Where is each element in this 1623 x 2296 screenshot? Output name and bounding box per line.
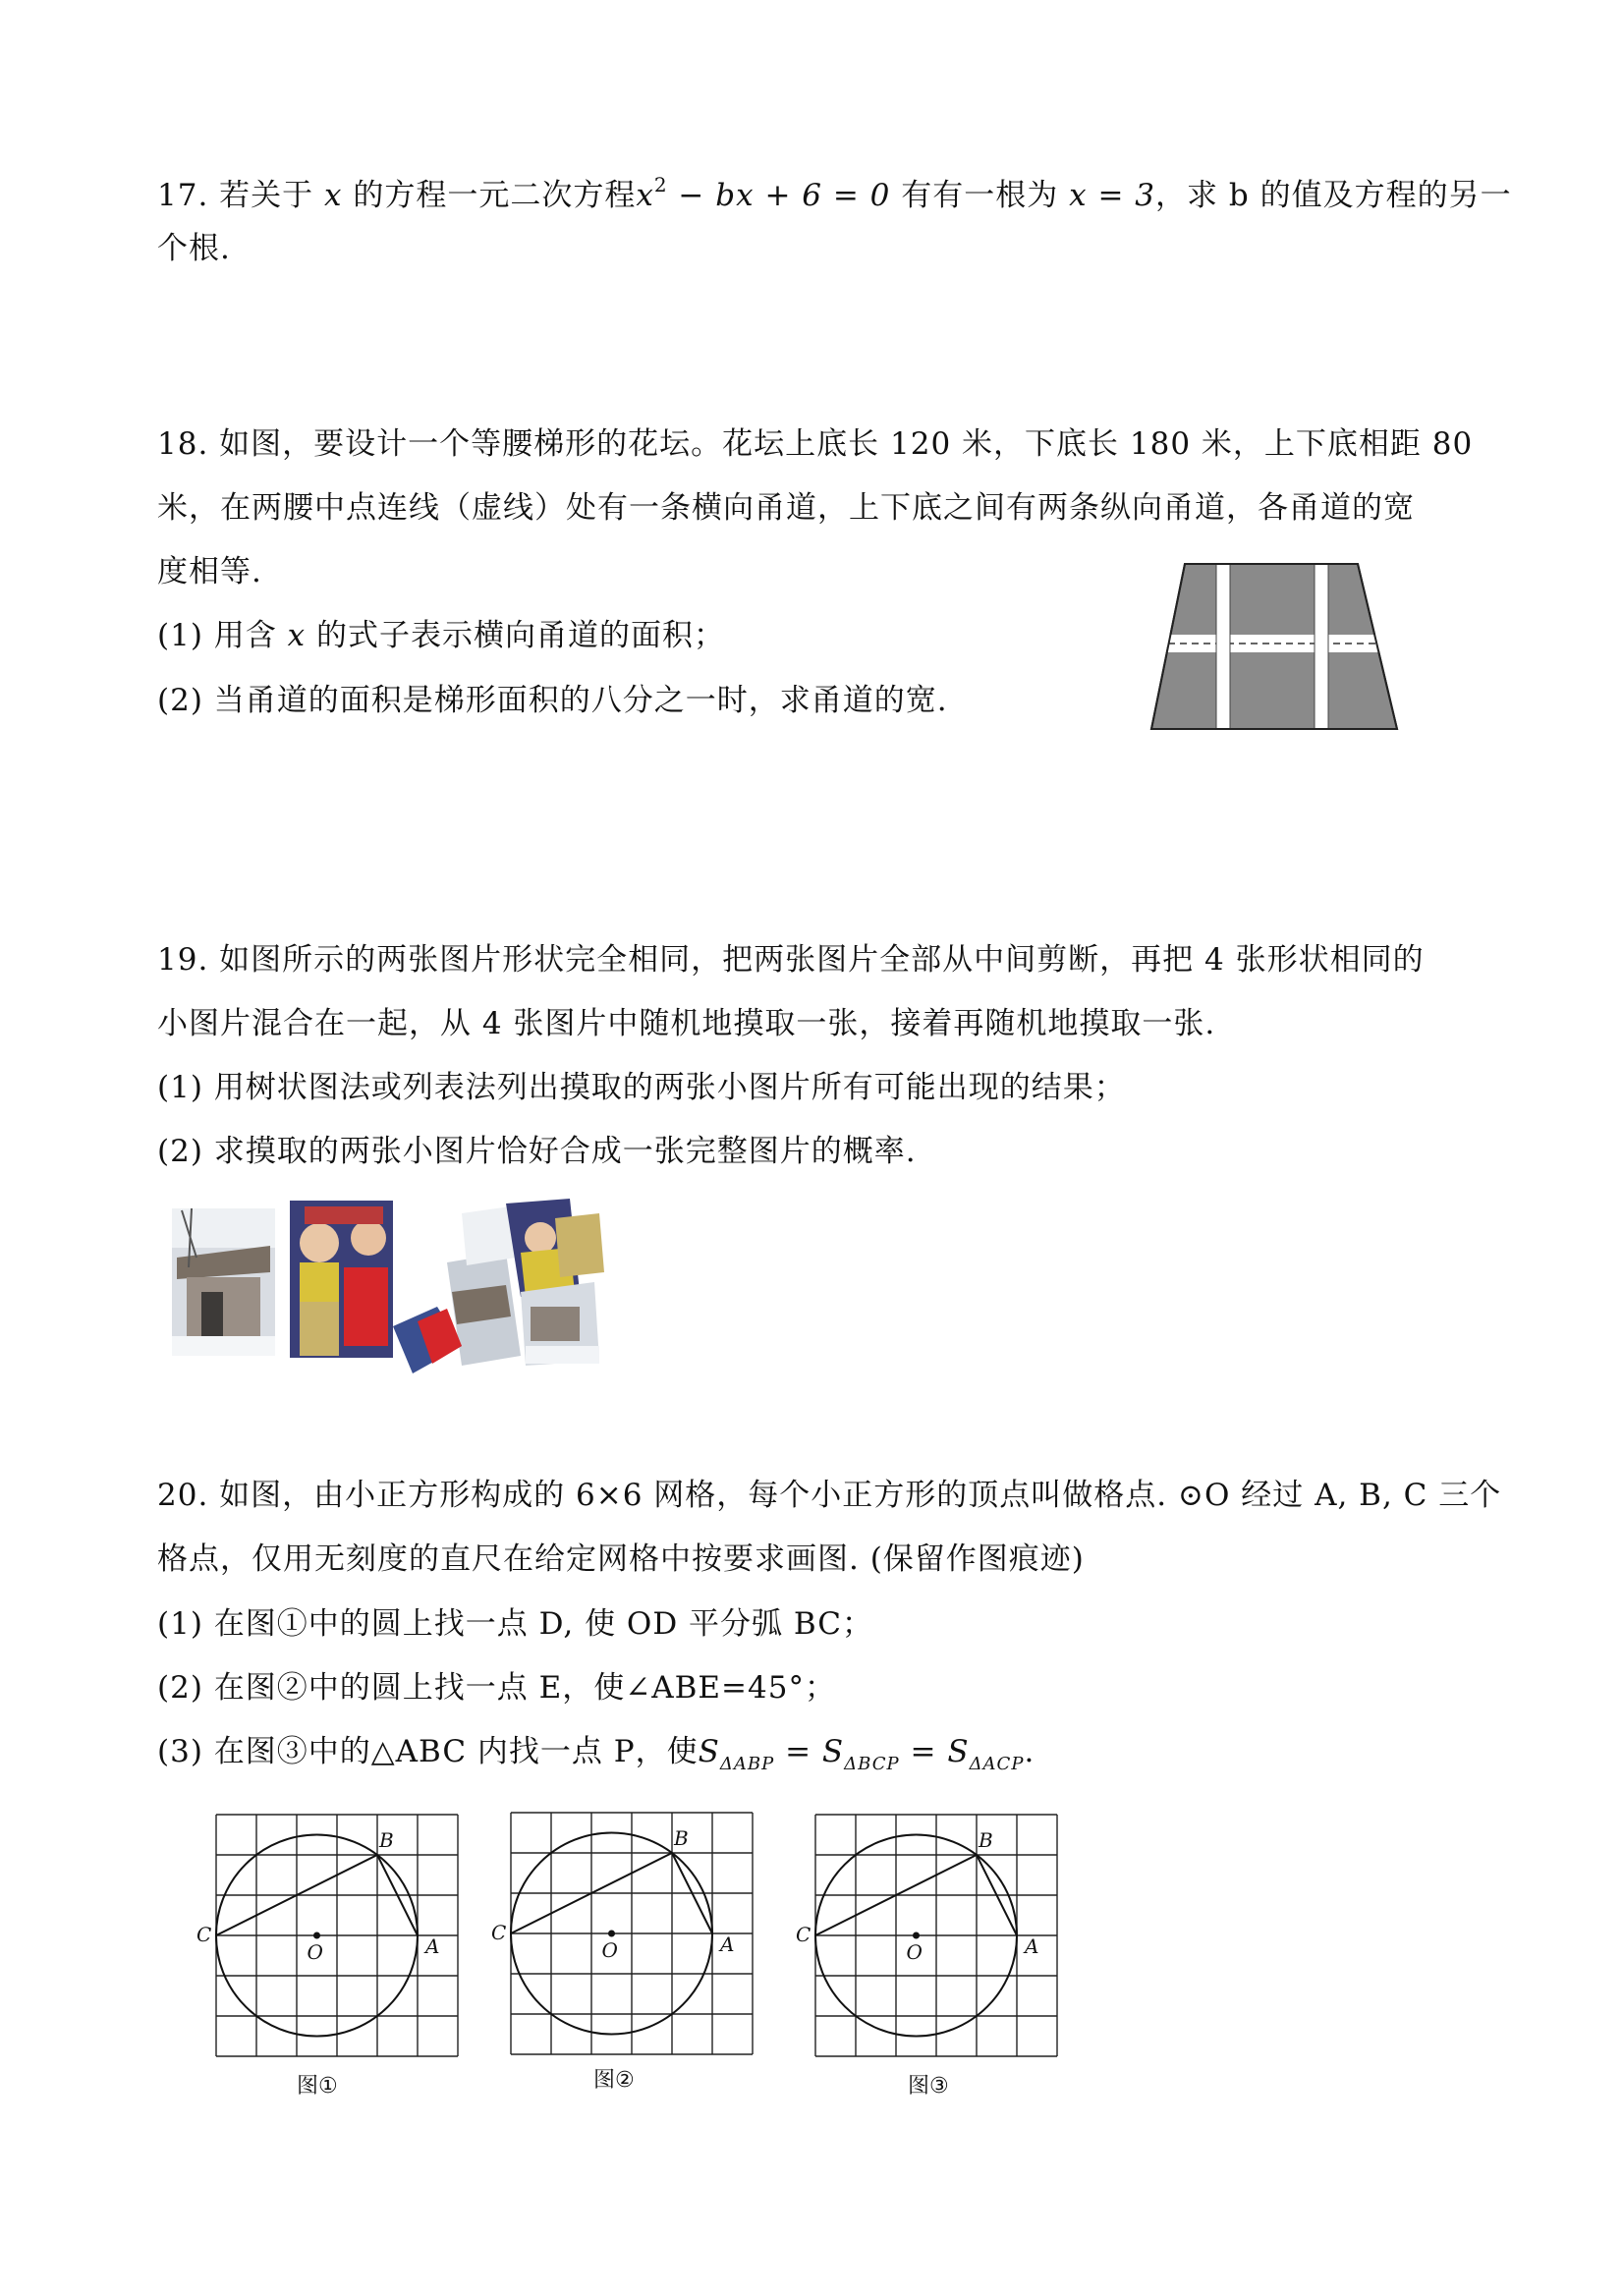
photo-pieces-figure (167, 1199, 658, 1375)
vertical-path-left (1216, 564, 1230, 729)
trapezoid-garden-figure (1147, 560, 1401, 735)
point-label-c: C (796, 1923, 812, 1946)
q19-line2: 小图片混合在一起，从 4 张图片中随机地摸取一张，接着再随机地摸取一张. (157, 1006, 1216, 1041)
q20-sub3: (3) 在图③中的△ABC 内找一点 P，使$S_{\Delta ABP} = S_{\Delta BCP} = S_{\Delta ACP}$. (157, 1734, 1035, 1774)
center-point (608, 1931, 615, 1937)
point-label-o: O (906, 1940, 923, 1964)
point-label-a: A (425, 1934, 440, 1958)
q20-sub1: (1) 在图①中的圆上找一点 D, 使 OD 平分弧 BC； (157, 1606, 873, 1642)
grid-figure-3 (786, 1803, 1071, 2058)
photo-winter-house (172, 1208, 275, 1356)
q19-sub1: (1) 用树状图法或列表法列出摸取的两张小图片所有可能出现的结果； (157, 1070, 1126, 1105)
point-label-a: A (720, 1932, 735, 1956)
q17-line2: 个根. (157, 231, 231, 266)
q18-line3: 度相等. (157, 554, 262, 589)
q18-line2: 米，在两腰中点连线（虚线）处有一条横向甬道，上下底之间有两条纵向甬道，各甬道的宽 (157, 490, 1415, 526)
q19-sub2: (2) 求摸取的两张小图片恰好合成一张完整图片的概率. (157, 1134, 917, 1169)
photo-pieces-mixed (393, 1199, 604, 1373)
photo-opera-performers (290, 1201, 393, 1358)
center-point (913, 1932, 920, 1939)
caption-fig1: 图① (297, 2074, 338, 2099)
q18-sub2: (2) 当甬道的面积是梯形面积的八分之一时，求甬道的宽. (157, 683, 948, 718)
point-label-o: O (307, 1940, 323, 1964)
q18-line1: 18. 如图，要设计一个等腰梯形的花坛。花坛上底长 120 米，下底长 180 米，上下底相距 80 (157, 426, 1474, 462)
point-label-o: O (601, 1938, 618, 1962)
caption-fig2: 图② (593, 2068, 635, 2093)
q18-sub1: (1) 用含 x 的式子表示横向甬道的面积； (157, 618, 725, 653)
point-label-c: C (196, 1923, 212, 1946)
point-label-b: B (979, 1828, 993, 1852)
vertical-path-right (1315, 564, 1328, 729)
point-label-b: B (379, 1828, 394, 1852)
point-label-c: C (491, 1921, 507, 1944)
center-point (313, 1932, 320, 1939)
grid-figure-1 (187, 1803, 472, 2058)
q20-line2: 格点，仅用无刻度的直尺在给定网格中按要求画图. (保留作图痕迹) (157, 1541, 1085, 1577)
q19-line1: 19. 如图所示的两张图片形状完全相同，把两张图片全部从中间剪断，再把 4 张形状相同的 (157, 942, 1425, 978)
point-label-b: B (674, 1826, 689, 1850)
q20-sub2: (2) 在图②中的圆上找一点 E，使∠ABE=45°； (157, 1670, 836, 1706)
caption-fig3: 图③ (908, 2074, 949, 2099)
q20-line1: 20. 如图，由小正方形构成的 6×6 网格，每个小正方形的顶点叫做格点. ⊙O 经过 A, B, C 三个 (157, 1478, 1502, 1513)
grid-figure-2 (481, 1801, 766, 2056)
q17-line1: 17. 若关于 x 的方程一元二次方程$x^2$ − bx + 6 = 0 有有一根为 x = 3，求 b 的值及方程的另一 (157, 173, 1512, 213)
point-label-a: A (1025, 1934, 1039, 1958)
